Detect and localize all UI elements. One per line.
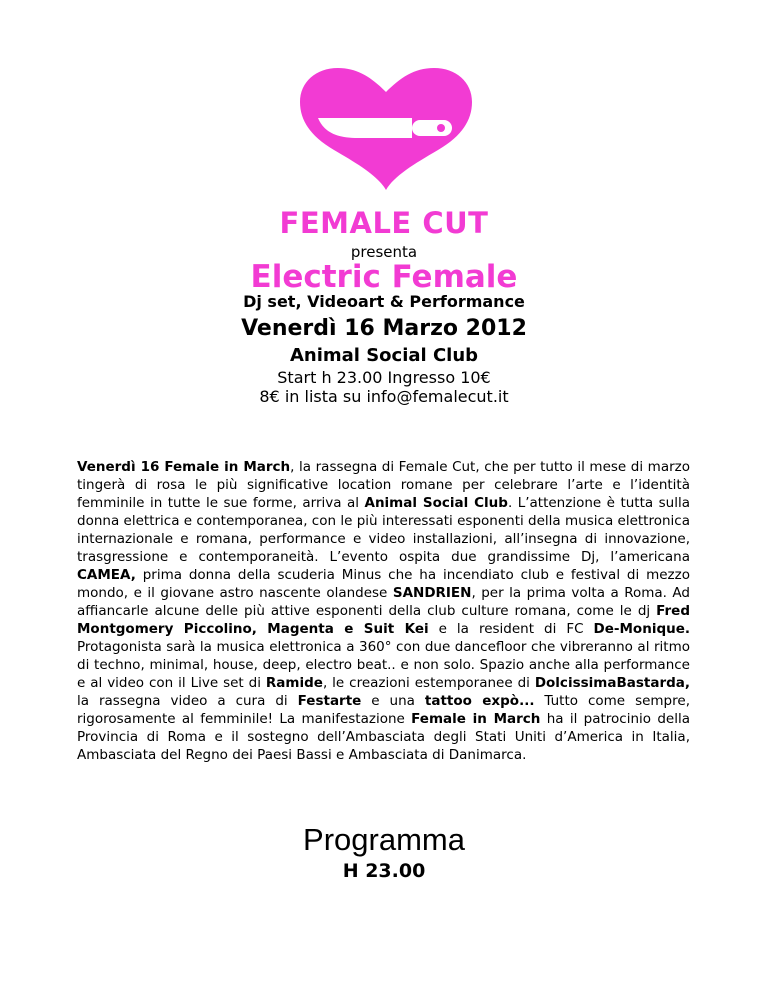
body-bold: CAMEA, xyxy=(77,567,136,583)
presents-text: presenta xyxy=(350,243,418,261)
heart-with-knife-icon xyxy=(300,68,472,190)
body-text: la rassegna video a cura di xyxy=(77,693,298,709)
body-text: , per la prima volta a Roma. Ad affiancarle alcune delle più attive esponenti della club culture romana, come le dj xyxy=(77,585,690,619)
body-bold: SANDRIEN xyxy=(392,585,472,601)
body-text: , la rassegna di Female Cut, che per tutto il mese di marzo tingerà di rosa le più significative location romane per celebrare l’arte e l’identità femminile in tutte le sue forme, arriva al xyxy=(77,459,690,511)
body-bold: Festarte xyxy=(297,693,362,709)
event-title: Electric Female xyxy=(250,259,518,295)
event-description xyxy=(77,458,690,764)
body-text: Protagonista sarà la musica elettronica a 360° con due dancefloor che vibreranno al ritmo di techno, minimal, house, deep, electro beat.. e non solo. Spazio anche alla performance e al video con il Live set di xyxy=(77,639,690,691)
body-text: ha il patrocinio della Provincia di Roma e il sostegno dell’Ambasciata degli Stati Uniti d’America in Italia, Ambasciata del Regno dei Paesi Bassi e Ambasciata di Danimarca. xyxy=(77,711,690,763)
body-text: e la resident di FC xyxy=(428,621,594,637)
body-bold: Female in March xyxy=(411,711,541,727)
body-text: . L’attenzione è tutta sulla donna elettrica e contemporanea, con le più interessati esponenti della musica elettronica internazionale e romana, performance e video installazioni, all’insegna di innovazione, trasgressione e contemporaneità. L’evento ospita due grandissime Dj, l’americana xyxy=(77,495,690,565)
body-text: , le creazioni estemporanee di xyxy=(322,675,535,691)
body-bold: DolcissimaBastarda, xyxy=(534,675,690,691)
body-bold: Ramide xyxy=(265,675,323,691)
brand-title: FEMALE CUT xyxy=(279,206,489,240)
event-date: Venerdì 16 Marzo 2012 xyxy=(241,316,527,341)
knife-rivet xyxy=(437,124,445,132)
body-bold: De-Monique. xyxy=(593,621,691,637)
body-bold: Animal Social Club xyxy=(364,495,508,511)
program-time: H 23.00 xyxy=(342,860,426,882)
event-list-info: 8€ in lista su info@femalecut.it xyxy=(259,387,509,406)
body-bold: tattoo expò... xyxy=(424,693,535,709)
knife-handle xyxy=(412,120,452,136)
program-title: Programma xyxy=(303,822,465,857)
body-bold: Venerdì 16 Female in March xyxy=(77,459,291,475)
event-venue: Animal Social Club xyxy=(289,345,479,366)
body-bold: Fred Montgomery Piccolino, Magenta e Suit Kei xyxy=(77,603,690,637)
event-subtitle: Dj set, Videoart & Performance xyxy=(243,292,525,311)
event-price: Start h 23.00 Ingresso 10€ xyxy=(277,368,491,387)
body-text: e una xyxy=(361,693,425,709)
body-text: Tutto come sempre, rigorosamente al femminile! La manifestazione xyxy=(77,693,690,727)
body-text: prima donna della scuderia Minus che ha incendiato club e festival di mezzo mondo, e il giovane astro nascente olandese xyxy=(77,567,690,601)
